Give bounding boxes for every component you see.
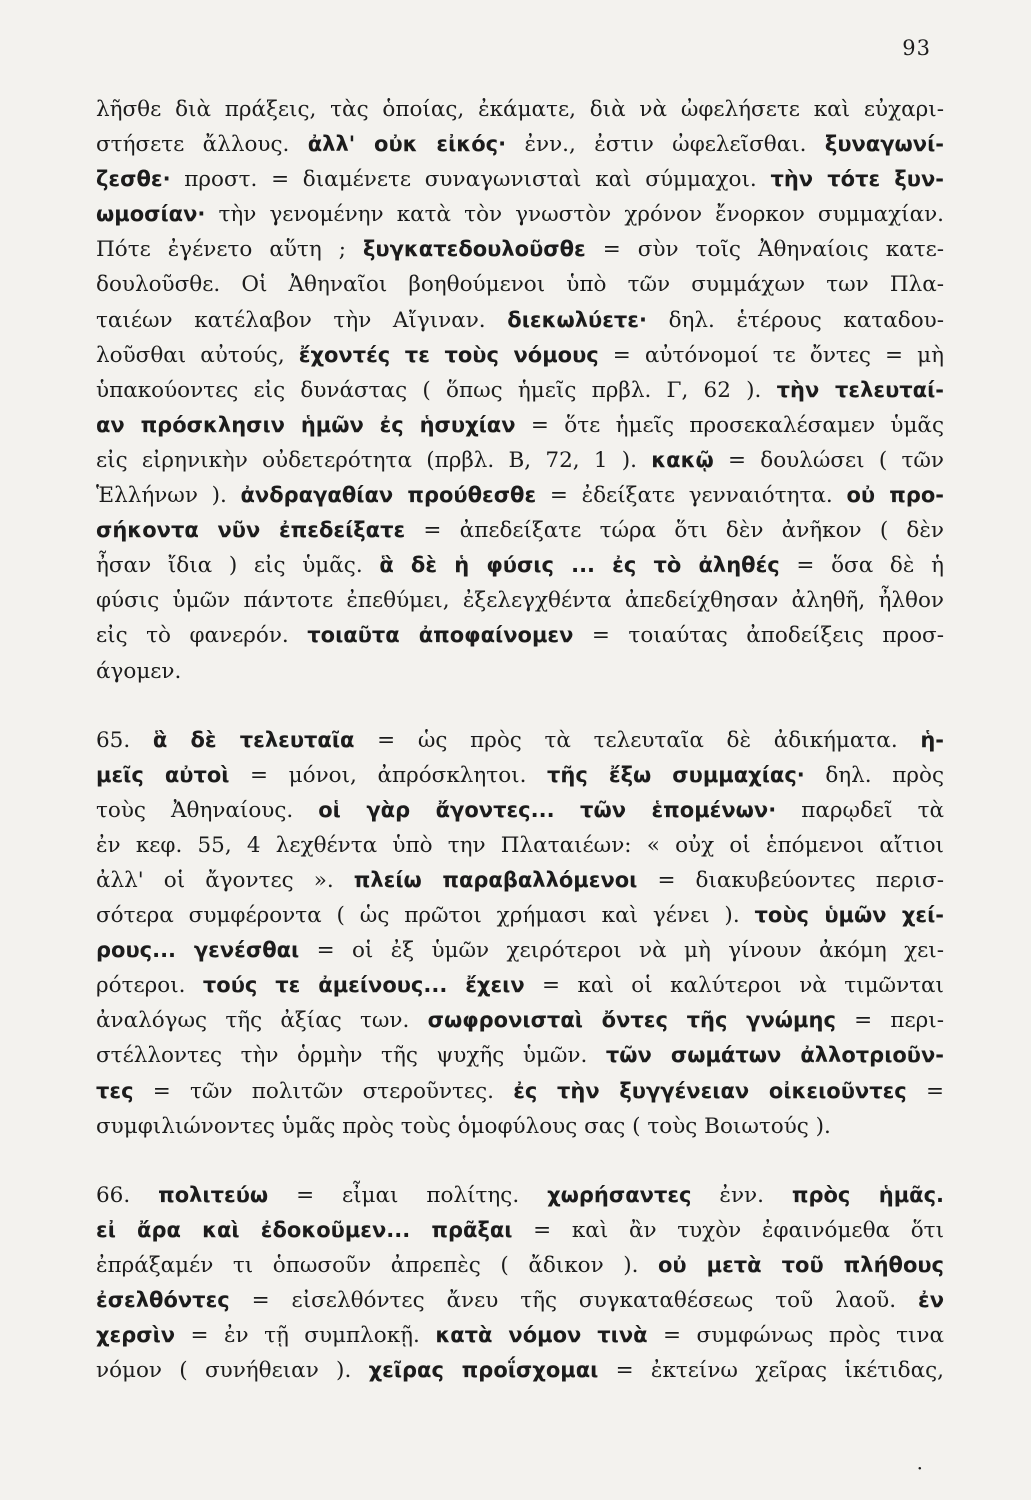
bold-lemma: χεῖρας προΐσχομαι bbox=[368, 1358, 599, 1383]
gloss-text: = εἶμαι πολίτης. bbox=[268, 1182, 548, 1208]
bold-lemma: αν πρόσκλησιν ἡμῶν ἐς ἡσυχίαν bbox=[96, 412, 516, 437]
gloss-text: = τῶν πολιτῶν στεροῦντες. bbox=[133, 1078, 514, 1104]
bold-lemma: χωρήσαντες bbox=[547, 1182, 692, 1207]
text-line bbox=[96, 1178, 944, 1213]
gloss-text: ἐπράξαμέν τι ὁπωσοῦν ἀπρεπὲς ( ἄδικον ). bbox=[96, 1252, 658, 1278]
gloss-text: = ὅτε ἡμεῖς προσεκαλέσαμεν ὑμᾶς bbox=[515, 412, 944, 438]
text-line bbox=[96, 1109, 944, 1144]
gloss-text: ἐν κεφ. 55, 4 λεχθέντα ὑπὸ την Πλαταιέων: « οὐχ οἱ ἑπόμενοι αἴτιοι bbox=[96, 832, 944, 858]
bold-lemma: τῆς ἔξω συμμαχίας· bbox=[547, 762, 805, 787]
bold-lemma: ἀνδραγαθίαν προύθεσθε bbox=[240, 483, 537, 508]
text-line bbox=[96, 1003, 944, 1038]
gloss-text: λῆσθε διὰ πράξεις, τὰς ὁποίας, ἐκάματε, διὰ νὰ ὠφελήσετε καὶ εὐχαρι- bbox=[96, 97, 944, 122]
gloss-text: παρῳδεῖ τὰ bbox=[776, 797, 944, 823]
bold-lemma: τοὺς ὑμῶν χεί- bbox=[754, 903, 945, 928]
text-line bbox=[96, 1213, 944, 1248]
gloss-text: = bbox=[906, 1078, 944, 1104]
bold-lemma: ρους... γενέσθαι bbox=[96, 938, 300, 963]
gloss-text: = εἰσελθόντες ἄνευ τῆς συγκαταθέσεως τοῦ λαοῦ. bbox=[229, 1288, 918, 1313]
gloss-text: = περι- bbox=[835, 1008, 944, 1034]
gloss-text: = ἐν τῇ συμπλοκῇ. bbox=[175, 1323, 436, 1349]
gloss-text: 65. bbox=[96, 727, 153, 753]
gloss-text: = αὐτόνομοί τε ὄντες = μὴ bbox=[598, 342, 944, 368]
gloss-text: = οἱ ἐξ ὑμῶν χειρότεροι νὰ μὴ γίνουν ἀκόμη χει- bbox=[299, 938, 944, 964]
text-line bbox=[96, 162, 944, 197]
text-line bbox=[96, 232, 944, 267]
text-line bbox=[96, 478, 944, 513]
gloss-text: σότερα συμφέροντα ( ὡς πρῶτοι χρήμασι καὶ γένει ). bbox=[96, 903, 755, 929]
gloss-text: προστ. = διαμένετε συναγωνισταὶ καὶ σύμμαχοι. bbox=[170, 167, 771, 193]
text-line bbox=[96, 267, 944, 302]
text-line bbox=[96, 654, 944, 689]
gloss-text: = καὶ ἂν τυχὸν ἐφαινόμεθα ὅτι bbox=[512, 1217, 944, 1243]
gloss-text: = δουλώσει ( τῶν bbox=[713, 447, 944, 473]
text-line bbox=[96, 1074, 944, 1109]
paragraph bbox=[96, 92, 944, 689]
bold-lemma: ἀλλ' οὐκ εἰκός· bbox=[307, 132, 507, 157]
text-line bbox=[96, 408, 944, 443]
gloss-text: = ὡς πρὸς τὰ τελευταῖα δὲ ἀδικήματα. bbox=[354, 727, 921, 753]
bold-lemma: ἡ- bbox=[920, 727, 945, 752]
bold-lemma: τῶν σωμάτων ἀλλοτριοῦν- bbox=[605, 1043, 945, 1068]
text-line bbox=[96, 898, 944, 933]
gloss-text: ἦσαν ἴδια ) εἰς ὑμᾶς. bbox=[96, 553, 380, 579]
text-line bbox=[96, 863, 944, 898]
bold-lemma: ζεσθε· bbox=[96, 167, 171, 192]
gloss-text: ἐνν. bbox=[691, 1182, 792, 1208]
text-line bbox=[96, 513, 944, 548]
text-line bbox=[96, 618, 944, 653]
bold-lemma: ἃ δὲ ἡ φύσις ... ἐς τὸ ἀληθές bbox=[379, 553, 780, 578]
bold-lemma: ἐσελθόντες bbox=[96, 1288, 230, 1312]
gloss-text: στέλλοντες τὴν ὁρμὴν τῆς ψυχῆς ὑμῶν. bbox=[96, 1043, 606, 1069]
bold-lemma: κακῷ bbox=[651, 447, 714, 472]
gloss-text: 66. bbox=[96, 1182, 159, 1208]
gloss-text: στήσετε ἄλλους. bbox=[96, 132, 308, 158]
gloss-text: = ἀπεδείξατε τώρα ὅτι δὲν ἀνῆκον ( δὲν bbox=[405, 518, 944, 544]
page-corner-mark: · bbox=[916, 1456, 923, 1480]
gloss-text: λοῦσθαι αὐτούς, bbox=[96, 342, 299, 368]
gloss-text: = τοιαύτας ἀποδείξεις προσ- bbox=[573, 623, 944, 649]
bold-lemma: ξυναγωνί- bbox=[824, 132, 944, 157]
bold-lemma: οὐ μετὰ τοῦ πλήθους bbox=[658, 1252, 944, 1277]
bold-lemma: διεκωλύετε· bbox=[507, 307, 647, 332]
gloss-text: = σὺν τοῖς Ἀθηναίοις κατε- bbox=[585, 237, 944, 263]
gloss-text: τοὺς Ἀθηναίους. bbox=[96, 797, 319, 823]
bold-lemma: τούς τε ἀμείνους... ἔχειν bbox=[202, 973, 525, 998]
text-line bbox=[96, 548, 944, 583]
gloss-text: φύσις ὑμῶν πάντοτε ἐπεθύμει, ἐξελεγχθέντα ἀπεδείχθησαν ἀληθῆ, ἦλθον bbox=[96, 588, 944, 614]
text-line bbox=[96, 723, 944, 758]
bold-lemma: χερσὶν bbox=[96, 1323, 176, 1348]
gloss-text: εἰς εἰρηνικὴν οὐδετερότητα (πρβλ. Β, 72, 1 ). bbox=[96, 447, 652, 473]
gloss-text: δηλ. πρὸς bbox=[804, 762, 944, 788]
bold-lemma: οἱ γὰρ ἄγοντες... τῶν ἑπομένων· bbox=[318, 797, 777, 822]
text-line bbox=[96, 793, 944, 828]
text-body bbox=[96, 92, 944, 1388]
bold-lemma: σωφρονισταὶ ὄντες τῆς γνώμης bbox=[427, 1008, 836, 1033]
text-line bbox=[96, 758, 944, 793]
paragraph bbox=[96, 1178, 944, 1389]
gloss-text: νόμον ( συνήθειαν ). bbox=[96, 1358, 369, 1384]
text-line bbox=[96, 92, 944, 127]
gloss-text: Ἑλλήνων ). bbox=[96, 483, 241, 509]
text-line bbox=[96, 373, 944, 408]
gloss-text: εἰς τὸ φανερόν. bbox=[96, 623, 308, 649]
gloss-text: = ἐδείξατε γενναιότητα. bbox=[536, 483, 847, 509]
paragraph bbox=[96, 723, 944, 1144]
bold-lemma: κατὰ νόμον τινὰ bbox=[435, 1323, 648, 1348]
bold-lemma: τοιαῦτα ἀποφαίνομεν bbox=[307, 623, 574, 648]
bold-lemma: εἰ ἄρα καὶ ἐδοκοῦμεν... πρᾶξαι bbox=[96, 1217, 513, 1242]
text-line bbox=[96, 197, 944, 232]
text-line bbox=[96, 443, 944, 478]
gloss-text: = ὅσα δὲ ἡ bbox=[779, 553, 944, 579]
gloss-text: = μόνοι, ἀπρόσκλητοι. bbox=[229, 762, 548, 788]
bold-lemma: τὴν τότε ξυν- bbox=[770, 167, 944, 192]
text-line bbox=[96, 1353, 944, 1388]
text-line bbox=[96, 338, 944, 373]
bold-lemma: πολιτεύω bbox=[158, 1182, 269, 1207]
gloss-text: Πότε ἐγένετο αὕτη ; bbox=[96, 237, 363, 263]
text-line bbox=[96, 1038, 944, 1073]
text-line bbox=[96, 933, 944, 968]
bold-lemma: ἃ δὲ τελευταῖα bbox=[152, 727, 355, 752]
text-line bbox=[96, 1318, 944, 1353]
bold-lemma: οὐ προ- bbox=[846, 483, 944, 508]
bold-lemma: τες bbox=[96, 1078, 134, 1103]
gloss-text: = συμφώνως πρὸς τινα bbox=[647, 1323, 944, 1349]
bold-lemma: πρὸς ἡμᾶς. bbox=[791, 1182, 945, 1207]
text-line bbox=[96, 828, 944, 863]
gloss-text: δουλοῦσθε. Οἱ Ἀθηναῖοι βοηθούμενοι ὑπὸ τῶν συμμάχων των Πλα- bbox=[96, 272, 944, 298]
gloss-text: ὑπακούοντες εἰς δυνάστας ( ὅπως ἡμεῖς πρβλ. Γ, 62 ). bbox=[96, 377, 777, 403]
bold-lemma: ἐς τὴν ξυγγένειαν οἰκειοῦντες bbox=[513, 1078, 907, 1103]
bold-lemma: ἐν bbox=[918, 1288, 944, 1312]
text-line bbox=[96, 583, 944, 618]
text-line bbox=[96, 1283, 944, 1318]
gloss-text: ἀναλόγως τῆς ἀξίας των. bbox=[96, 1008, 428, 1034]
bold-lemma: ἔχοντές τε τοὺς νόμους bbox=[298, 342, 599, 367]
bold-lemma: ξυγκατεδουλοῦσθε bbox=[362, 237, 586, 262]
bold-lemma: μεῖς αὐτοὶ bbox=[96, 762, 230, 787]
gloss-text: ρότεροι. bbox=[96, 973, 203, 999]
gloss-text: άγομεν. bbox=[96, 658, 182, 684]
bold-lemma: τὴν τελευταί- bbox=[776, 377, 945, 402]
gloss-text: ταιέων κατέλαβον τὴν Αἴγιναν. bbox=[96, 307, 508, 333]
gloss-text: συμφιλιώνοντες ὑμᾶς πρὸς τοὺς ὁμοφύλους σας ( τοὺς Βοιωτούς ). bbox=[96, 1113, 831, 1139]
gloss-text: ἐνν., ἐστιν ὠφελεῖσθαι. bbox=[506, 132, 825, 158]
text-line bbox=[96, 1248, 944, 1283]
text-line bbox=[96, 127, 944, 162]
gloss-text: = διακυβεύοντες περισ- bbox=[637, 867, 944, 893]
bold-lemma: σήκοντα νῦν ἐπεδείξατε bbox=[96, 518, 406, 543]
gloss-text: τὴν γενομένην κατὰ τὸν γνωστὸν χρόνον ἔνορκον συμμαχίαν. bbox=[205, 202, 944, 228]
text-line bbox=[96, 968, 944, 1003]
page-number: 93 bbox=[902, 36, 931, 60]
gloss-text: = καὶ οἱ καλύτεροι νὰ τιμῶνται bbox=[524, 973, 944, 999]
bold-lemma: ωμοσίαν· bbox=[96, 202, 206, 227]
text-line bbox=[96, 303, 944, 338]
gloss-text: ἀλλ' οἱ ἄγοντες ». bbox=[96, 867, 354, 893]
gloss-text: = ἐκτείνω χεῖρας ἱκέτιδας, bbox=[598, 1358, 945, 1384]
gloss-text: δηλ. ἑτέρους καταδου- bbox=[646, 307, 944, 333]
bold-lemma: πλείω παραβαλλόμενοι bbox=[353, 867, 638, 892]
